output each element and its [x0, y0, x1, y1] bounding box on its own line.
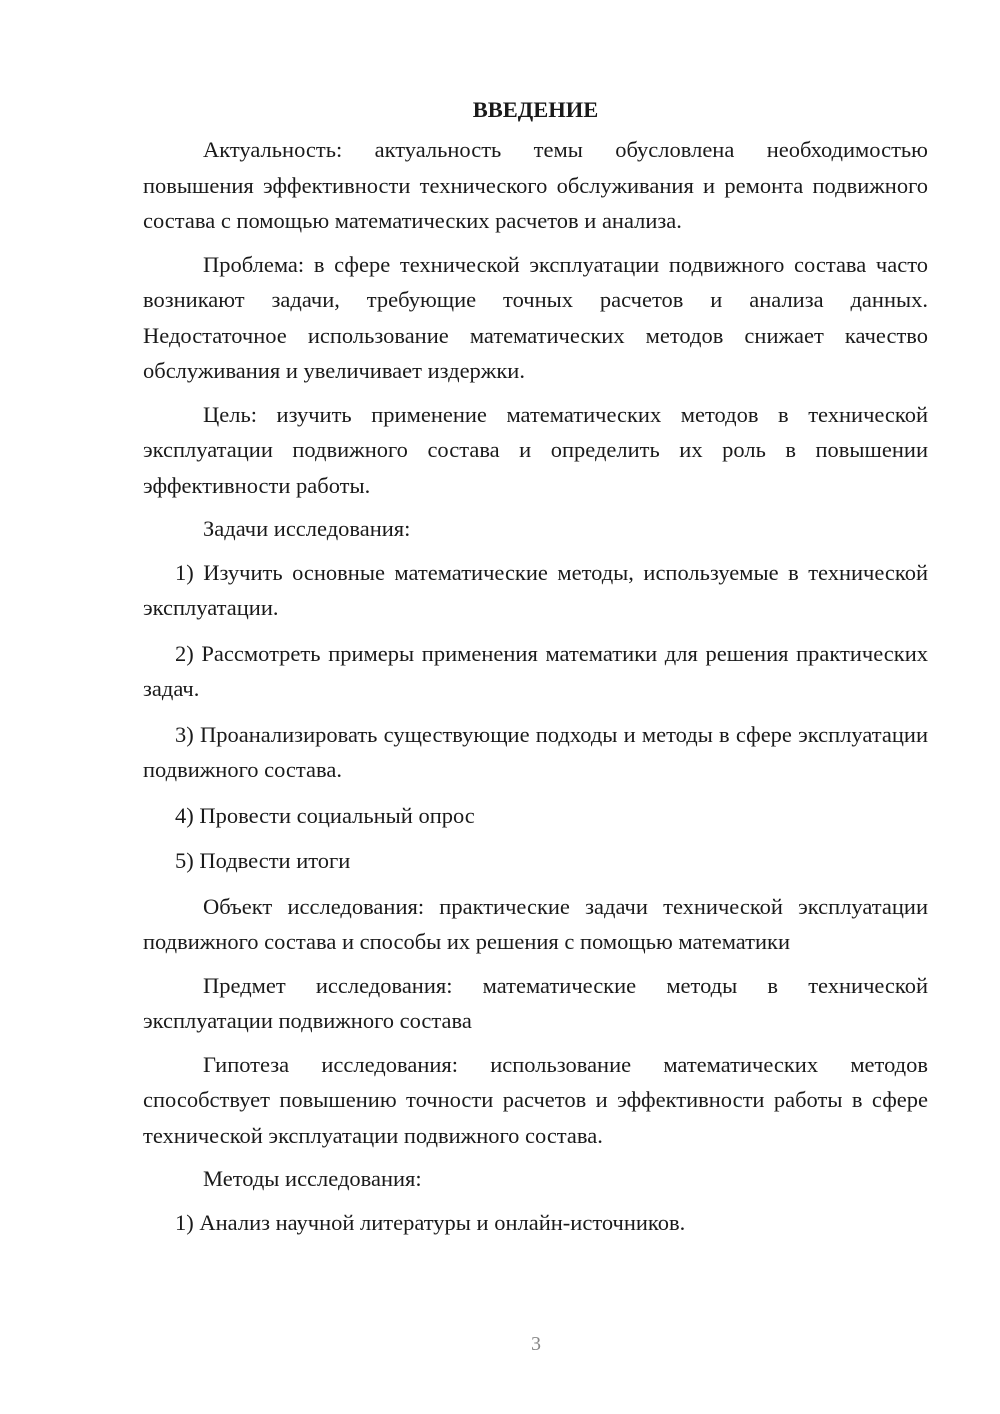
page-number: 3 — [531, 1333, 541, 1355]
problem-paragraph: Проблема: в сфере технической эксплуатации подвижного состава часто возникают задачи, требующие точных расчетов и анализа данных. Недостаточное использование математических методов снижает качество обслуживания и увеличивает издержки. — [143, 251, 928, 383]
task-item-3: 3) Проанализировать существующие подходы и методы в сфере эксплуатации подвижного состава. — [143, 721, 928, 782]
page-content — [143, 92, 928, 1250]
task-item-2: 2) Рассмотреть примеры применения математики для решения практических задач. — [143, 640, 928, 701]
tasks-heading: Задачи исследования: — [203, 516, 411, 541]
section-title: ВВЕДЕНИЕ — [472, 97, 599, 122]
task-item-4: 4) Провести социальный опрос — [175, 802, 475, 828]
methods-heading: Методы исследования: — [203, 1166, 422, 1191]
object-paragraph: Объект исследования: практические задачи технической эксплуатации подвижного состава и способы их решения с помощью математики — [143, 893, 928, 954]
relevance-paragraph: Актуальность: актуальность темы обусловлена необходимостью повышения эффективности технического обслуживания и ремонта подвижного состава с помощью математических расчетов и анализа. — [143, 137, 928, 233]
subject-paragraph: Предмет исследования: математические методы в технической эксплуатации подвижного состава — [143, 972, 928, 1033]
method-item-1: 1) Анализ научной литературы и онлайн-источников. — [175, 1209, 686, 1235]
task-item-1: 1) Изучить основные математические методы, используемые в технической эксплуатации. — [143, 559, 928, 620]
task-item-5: 5) Подвести итоги — [175, 848, 351, 873]
goal-paragraph: Цель: изучить применение математических методов в технической эксплуатации подвижного состава и определить их роль в повышении эффективности работы. — [143, 401, 928, 498]
hypothesis-paragraph: Гипотеза исследования: использование математических методов способствует повышению точности расчетов и эффективности работы в сфере технической эксплуатации подвижного состава. — [143, 1051, 928, 1148]
